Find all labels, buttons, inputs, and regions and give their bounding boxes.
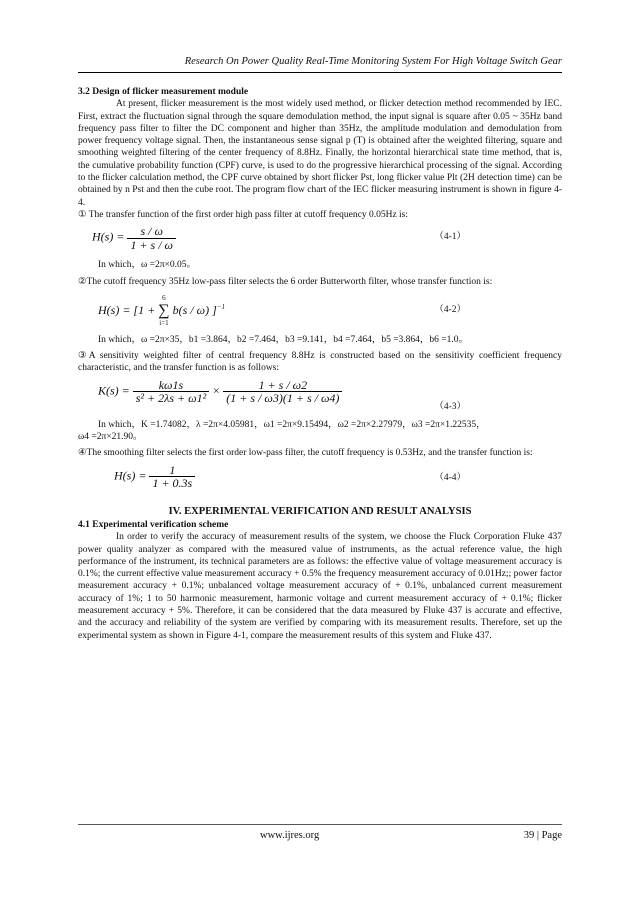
equation-4-4: [78, 462, 562, 498]
section-4-1-paragraph: In order to verify the accuracy of measurement results of the system, we choose the Fluck Corporation Fluke 437 power quality analyzer as compared with the measured value of instruments, as the actual reference value, the high performance of the instrument, its technical parameters are as follows: the effective value of voltage measurement accuracy is 0.1%; the current effective value measurement accuracy + 0.5% the frequency measurement accuracy of 0.01Hz;; power factor measurement accuracy + 0.1%; unbalanced voltage measurement accuracy of + 0.1%, unbalanced current measurement accuracy of 1%; 1 to 50 harmonic measurement, harmonic voltage and current measurement accuracy of + 0.1%; flicker measurement accuracy + 5%. Therefore, it can be considered that the data measured by Fluke 437 is accurate and effective, and the accuracy and reliability of the system are verified by comparing with its measurement results. Therefore, set up the experimental system as shown in Figure 4-1, compare the measurement results of this system and Fluke 437.: [78, 532, 562, 641]
eq3-denominator-1: s² + 2λs + ω1²: [135, 391, 207, 406]
header-rule: [78, 72, 562, 73]
eq4-numerator: 1: [149, 464, 195, 477]
item-2-text: ②The cutoff frequency 35Hz low-pass filter selects the 6 order Butterworth filter, whose transfer function is:: [78, 276, 493, 287]
eq1-number: （4-1）: [434, 232, 466, 243]
eq3-lhs: K(s) =: [98, 383, 130, 398]
equation-4-3: K(s) = $\frac{k\omega 1s}{\text{s² + 2λs + ω1²}}$ × $\frac{1 + s / \omega 2}{(1 + s / \omega 3)(1 + s / \omega 4)}$ （4-3）: [98, 377, 466, 412]
eq2-sum-top: 6: [162, 293, 166, 302]
page-content: [78, 84, 562, 642]
section-4-1-heading: 4.1 Experimental verification scheme: [78, 519, 229, 530]
eq2-rhs: b(s / ω) ]: [172, 302, 217, 317]
eq4-lhs: H(s) =: [114, 468, 147, 483]
equation-4-1: [78, 223, 562, 257]
footer-page-number: 39 | Page: [523, 830, 562, 841]
summation-sign: 6 ∑ i=1: [158, 293, 170, 327]
item-1-text: ① The transfer function of the first order high pass filter at cutoff frequency 0.05Hz is:: [78, 209, 409, 220]
footer-rule: [78, 824, 562, 825]
section-3-2-heading: 3.2 Design of flicker measurement module: [78, 87, 249, 97]
eq4-denominator: 1 + 0.3s: [152, 475, 193, 490]
eq1-lhs: H(s) =: [92, 229, 125, 244]
section-4-heading: IV. EXPERIMENTAL VERIFICATION AND RESULT ANALYSIS: [168, 505, 472, 517]
eq3-number: （4-3）: [434, 401, 466, 412]
eq3-fraction-2: [223, 379, 342, 405]
eq2-number: （4-2）: [434, 304, 466, 315]
eq1-denominator: 1 + s / ω: [130, 237, 174, 252]
eq3-numerator-2: 1 + s / ω2: [223, 379, 342, 392]
item-4-text: ④The smoothing filter selects the first order low-pass filter, the cutoff frequency is 0.53Hz, and the transfer function is:: [78, 448, 533, 459]
eq2-where: In which，ω =2π×35，b1 =3.864，b2 =7.464，b3 =9.141，b4 =7.464，b5 =3.864，b6 =1.0。: [98, 334, 469, 345]
eq4-number: （4-4）: [434, 472, 466, 483]
section-3-2-paragraph: At present, flicker measurement is the most widely used method, or flicker detection method recommended by IEC. First, extract the fluctuation signal through the square demodulation method, the input signal is square after 0.05 ~ 35Hz band frequency pass filter to filter the DC component and higher than 35Hz, the amplitude modulation and demodulation from power frequency voltage signal. Then, the instantaneous sense signal p (T) is obtained after the weighted filtering, square and smoothing weighted filtering of the center frequency of 8.8Hz. Finally, the horizontal hierarchical state time method, that is, the cumulative probability function (CPF) curve, is used to do the progressive hierarchical processing of the signal. According to the flicker calculation method, the CPF curve obtained by short flicker Pst, long flicker value Plt (2H detection time) can be obtained by n Pst and then the cube root. The program flow chart of the IEC flicker measuring instrument is shown in figure 4-4.: [78, 99, 562, 208]
eq3-denominator-2: (1 + s / ω3)(1 + s / ω4): [226, 391, 340, 406]
eq1-numerator: s / ω: [127, 225, 176, 238]
eq2-sum-bottom: i=1: [159, 318, 169, 327]
eq2-lhs: H(s) = [1 +: [98, 302, 156, 317]
eq3-where: In which，K =1.74082，λ =2π×4.05981，ω1 =2π×9.15494，ω2 =2π×2.27979，ω3 =2π×1.22535，: [98, 419, 486, 430]
footer-website: www.ijres.org: [260, 830, 320, 841]
item-3-text: ③A sensitivity weighted filter of central frequency 8.8Hz is constructed based on the sensitivity coefficient frequency characteristic, and the transfer function is as follows:: [78, 351, 562, 374]
running-header: Research On Power Quality Real-Time Monitoring System For High Voltage Switch Gear: [184, 56, 562, 67]
eq3-numerator-1: kω1s: [133, 379, 209, 392]
eq3-fraction-1: [133, 379, 209, 405]
eq4-fraction: [149, 464, 195, 490]
eq1-fraction: [127, 225, 176, 251]
eq3-where-2: ω4 =2π×21.90。: [78, 432, 143, 443]
eq1-where: In which，ω =2π×0.05。: [98, 260, 197, 271]
equation-4-2: H(s) = [1 + 6 ∑ i=1 b(s / ω) ]$^{-1}$ （4-2）: [98, 293, 466, 327]
